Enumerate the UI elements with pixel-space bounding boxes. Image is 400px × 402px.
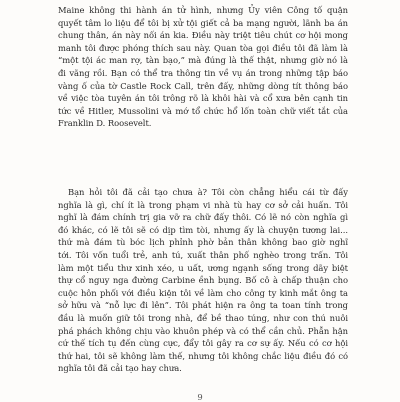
text-line: đầu là muốn giữ tôi trong nhà, để bề thao túng, như con thú nuôi [58, 312, 348, 323]
paragraph-2 [58, 186, 348, 375]
text-line: “một tội ác man rợ, tàn bạo,” mà đúng là thế thật, nhưng giờ nó là [58, 55, 348, 66]
page-number: 9 [197, 392, 203, 402]
text-line: sở hữu và “nỗ lực đi lên”. Tôi phát hiện ra ông ta toan tính trong [58, 300, 348, 311]
text-line: về việc tòa tuyên án tôi trông rõ là khôi hài và cổ xưa bên cạnh tin [58, 93, 348, 104]
text-line: thứ mà đám tù bóc lịch phỉnh phờ bản thân không bao giờ nghĩ [58, 237, 348, 248]
text-line: phá phách không chịu vào khuôn phép và có thể cần chủ. Phẫn hận [58, 325, 348, 336]
text-line: nghĩ là đám chính trị gia vỡ ra chữ đấy thôi. Có lẽ nó còn nghĩa gì [58, 212, 348, 223]
text-line: Maine không thi hành án tử hình, nhưng Ủy viên Công tố quận [58, 5, 348, 15]
text-line: Bạn hỏi tôi đã cải tạo chưa à? Tôi còn chẳng hiểu cái từ đấy [68, 187, 348, 197]
text-line: tới. Tôi vốn tuổi trẻ, anh tú, xuất thân phố nghèo trong trấn. Tôi [58, 249, 348, 260]
text-line: cuộc hôn phối với điều kiện tôi về làm cho công ty kinh mắt ông ta [58, 287, 348, 298]
text-line: vàng ố của tờ Castle Rock Call, trên đấy, những dòng tít thông báo [58, 80, 348, 91]
text-line: quyết tâm lo liệu để tôi bị xử tội giết cả ba mạng người, lãnh ba án [58, 17, 348, 28]
text-line: chung thân, án này nối án kia. Điều này triệt tiêu chút cơ hội mong [58, 30, 348, 41]
paragraph-1 [58, 4, 348, 130]
text-line: làm một tiểu thư xinh xéo, u uất, ương ngạnh sống trong dãy biệt [58, 262, 348, 273]
text-line: thự cổ nguy nga đường Carbine ềnh bụng. Bố cô à chấp thuận cho [58, 275, 348, 286]
text-line: nghĩa tôi đã cải tạo hay chưa. [58, 363, 182, 374]
text-line: Franklin D. Roosevelt. [58, 118, 152, 129]
text-line: tức về Hitler, Mussolini và mớ tổ chức hổ lốn toàn chữ viết tắt của [58, 105, 348, 116]
text-line: đó khác, có lẽ tôi sẽ có dịp tìm tòi, nhưng ấy là chuyện tương lai... [58, 224, 348, 235]
text-line: manh tôi được phóng thích sau này. Quan tòa gọi điều tôi đã làm là [58, 42, 348, 53]
text-line: cứ thế tích tụ đến cùng cực, đẩy tôi gây ra cơ sự ấy. Nếu có cơ hội [58, 338, 348, 349]
text-line: nghĩa là gì, chí ít là trong phạm vi nhà tù hay cơ sở cải huấn. Tôi [58, 199, 348, 210]
text-line: đi vãng rồi. Bạn có thể tra thông tin về vụ án trong những tập báo [58, 67, 348, 78]
text-line: thứ hai, tôi sẽ không làm thế, nhưng tôi không chắc liệu điều đó có [58, 350, 348, 361]
